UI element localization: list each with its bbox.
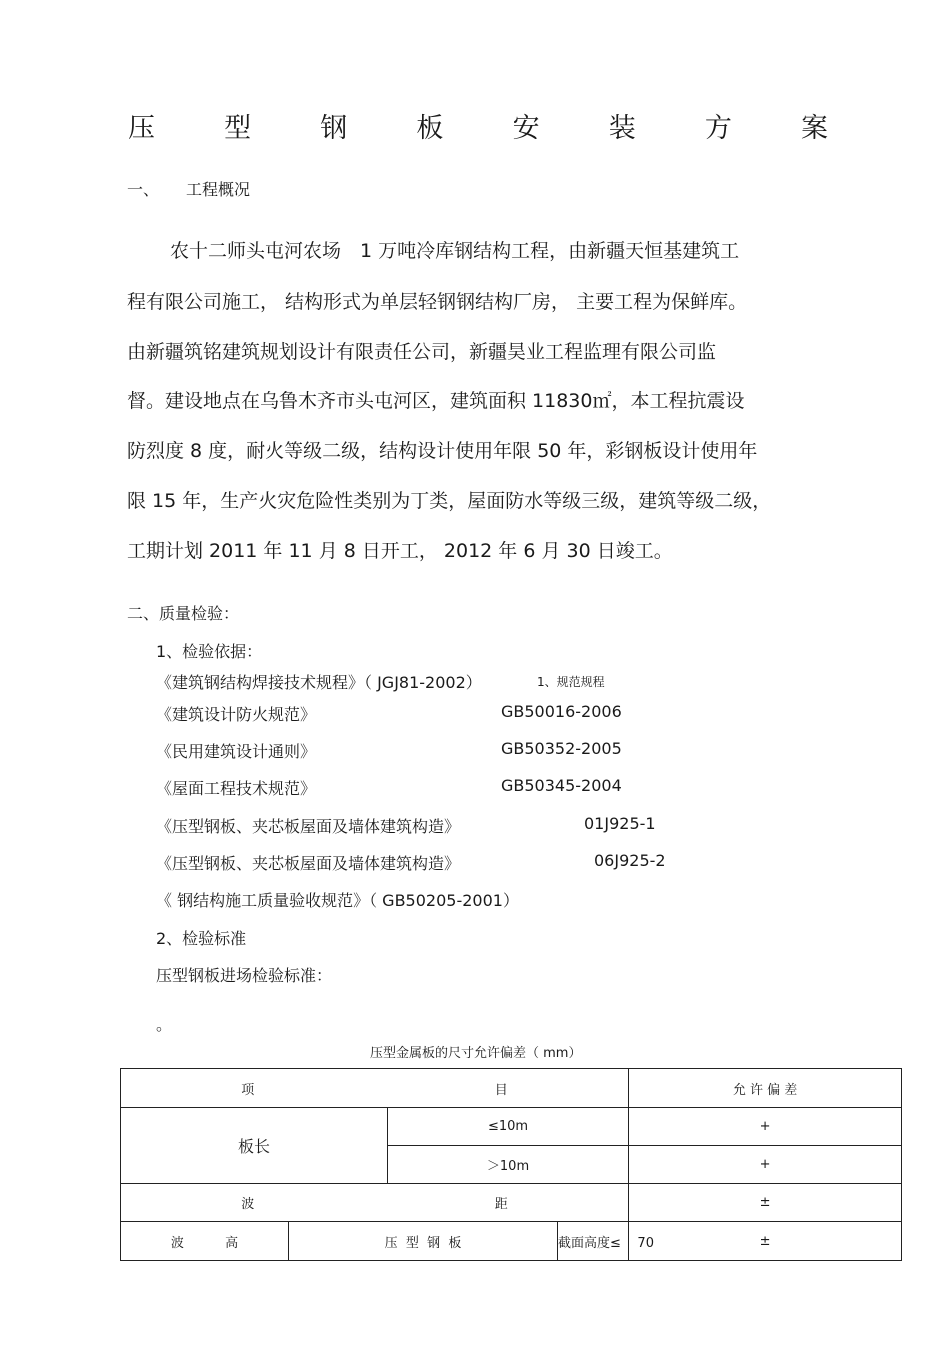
- wave-pitch-label: 波: [241, 1197, 255, 1212]
- basis-item-name: 《建筑钢结构焊接技术规程》（ JGJ81-2002）: [156, 673, 482, 692]
- overview-line: 防烈度 8 度，耐火等级二级，结构设计使用年限 50 年，彩钢板设计使用年: [127, 440, 758, 462]
- header-item-label: 项: [241, 1082, 255, 1098]
- overview-line: 督。建设地点在乌鲁木齐市头屯河区，建筑面积 11830㎡，本工程抗震设: [127, 390, 745, 412]
- wave-height-condition: [558, 1222, 654, 1261]
- title-char: 钢: [320, 113, 348, 144]
- title-char: 方: [704, 113, 732, 144]
- overview-line: 农十二师头屯河农场 1 万吨冷库钢结构工程，由新疆天恒基建筑工: [170, 240, 740, 262]
- basis-title: 1、检验依据：: [156, 642, 263, 661]
- basis-item-code: 06J925-2: [594, 851, 666, 870]
- standard-title: 2、检验标准: [156, 929, 247, 948]
- basis-item-code: GB50345-2004: [501, 776, 622, 795]
- table-caption: 压型金属板的尺寸允许偏差（ mm）: [370, 1046, 582, 1061]
- wave-pitch-tolerance: ±: [629, 1184, 902, 1222]
- wave-height-condition-text: 截面高度≤ 70: [558, 1235, 654, 1251]
- title-char: 压: [128, 113, 155, 144]
- board-length-sub: ≤10m: [388, 1108, 629, 1146]
- title-char: 板: [416, 113, 444, 144]
- basis-item-code: GB50016-2006: [501, 702, 622, 721]
- basis-item-name: 《 钢结构施工质量验收规范》（ GB50205-2001）: [156, 891, 519, 910]
- board-length-sub: ＞10m: [388, 1146, 629, 1184]
- board-length-label: 板长: [121, 1108, 388, 1184]
- overview-line: 限 15 年，生产火灾危险性类别为丁类，屋面防水等级三级，建筑等级二级，: [127, 490, 772, 512]
- basis-item-name: 《屋面工程技术规范》: [156, 779, 317, 798]
- section1-title: 工程概况: [186, 180, 251, 199]
- basis-item-note: 1、规范规程: [537, 675, 605, 689]
- title-char: 装: [608, 113, 636, 144]
- header-item-label: 目: [494, 1082, 508, 1098]
- wave-pitch-cell: [121, 1184, 629, 1222]
- title-char: 案: [800, 113, 828, 144]
- overview-line: 程有限公司施工， 结构形式为单层轻钢钢结构厂房， 主要工程为保鲜库。: [127, 291, 748, 313]
- basis-item-name: 《压型钢板、夹芯板屋面及墙体建筑构造》: [156, 817, 461, 836]
- basis-item-name: 《压型钢板、夹芯板屋面及墙体建筑构造》: [156, 854, 461, 873]
- wave-height-label: 波 高: [121, 1222, 289, 1261]
- wave-height-tolerance: ±: [629, 1222, 902, 1261]
- standard-dot: 。: [156, 1015, 173, 1034]
- document-title: [128, 106, 828, 146]
- table-row: [121, 1108, 902, 1146]
- section2-title: 二、质量检验：: [127, 604, 240, 623]
- overview-line: 由新疆筑铭建筑规划设计有限责任公司，新疆昊业工程监理有限公司监: [127, 341, 717, 363]
- title-char: 安: [512, 113, 540, 144]
- board-length-tolerance: +: [629, 1108, 902, 1146]
- basis-item-code: GB50352-2005: [501, 739, 622, 758]
- board-length-tolerance: +: [629, 1146, 902, 1184]
- basis-item-code: 01J925-1: [584, 814, 656, 833]
- table-header-row: [121, 1069, 902, 1108]
- header-item-cell: [121, 1069, 629, 1108]
- basis-item-name: 《建筑设计防火规范》: [156, 705, 317, 724]
- overview-line: 工期计划 2011 年 11 月 8 日开工， 2012 年 6 月 30 日竣工。: [127, 540, 673, 562]
- section1-number: 一、: [127, 180, 160, 199]
- table-row: [121, 1222, 902, 1261]
- table-row: [121, 1184, 902, 1222]
- tolerance-table: [120, 1068, 902, 1261]
- title-char: 型: [224, 113, 252, 144]
- wave-height-type: 压 型 钢 板: [289, 1222, 558, 1261]
- header-tolerance: 允 许 偏 差: [629, 1069, 902, 1108]
- wave-pitch-label: 距: [494, 1197, 508, 1212]
- basis-item-name: 《民用建筑设计通则》: [156, 742, 317, 761]
- standard-subtitle: 压型钢板进场检验标准：: [156, 966, 333, 985]
